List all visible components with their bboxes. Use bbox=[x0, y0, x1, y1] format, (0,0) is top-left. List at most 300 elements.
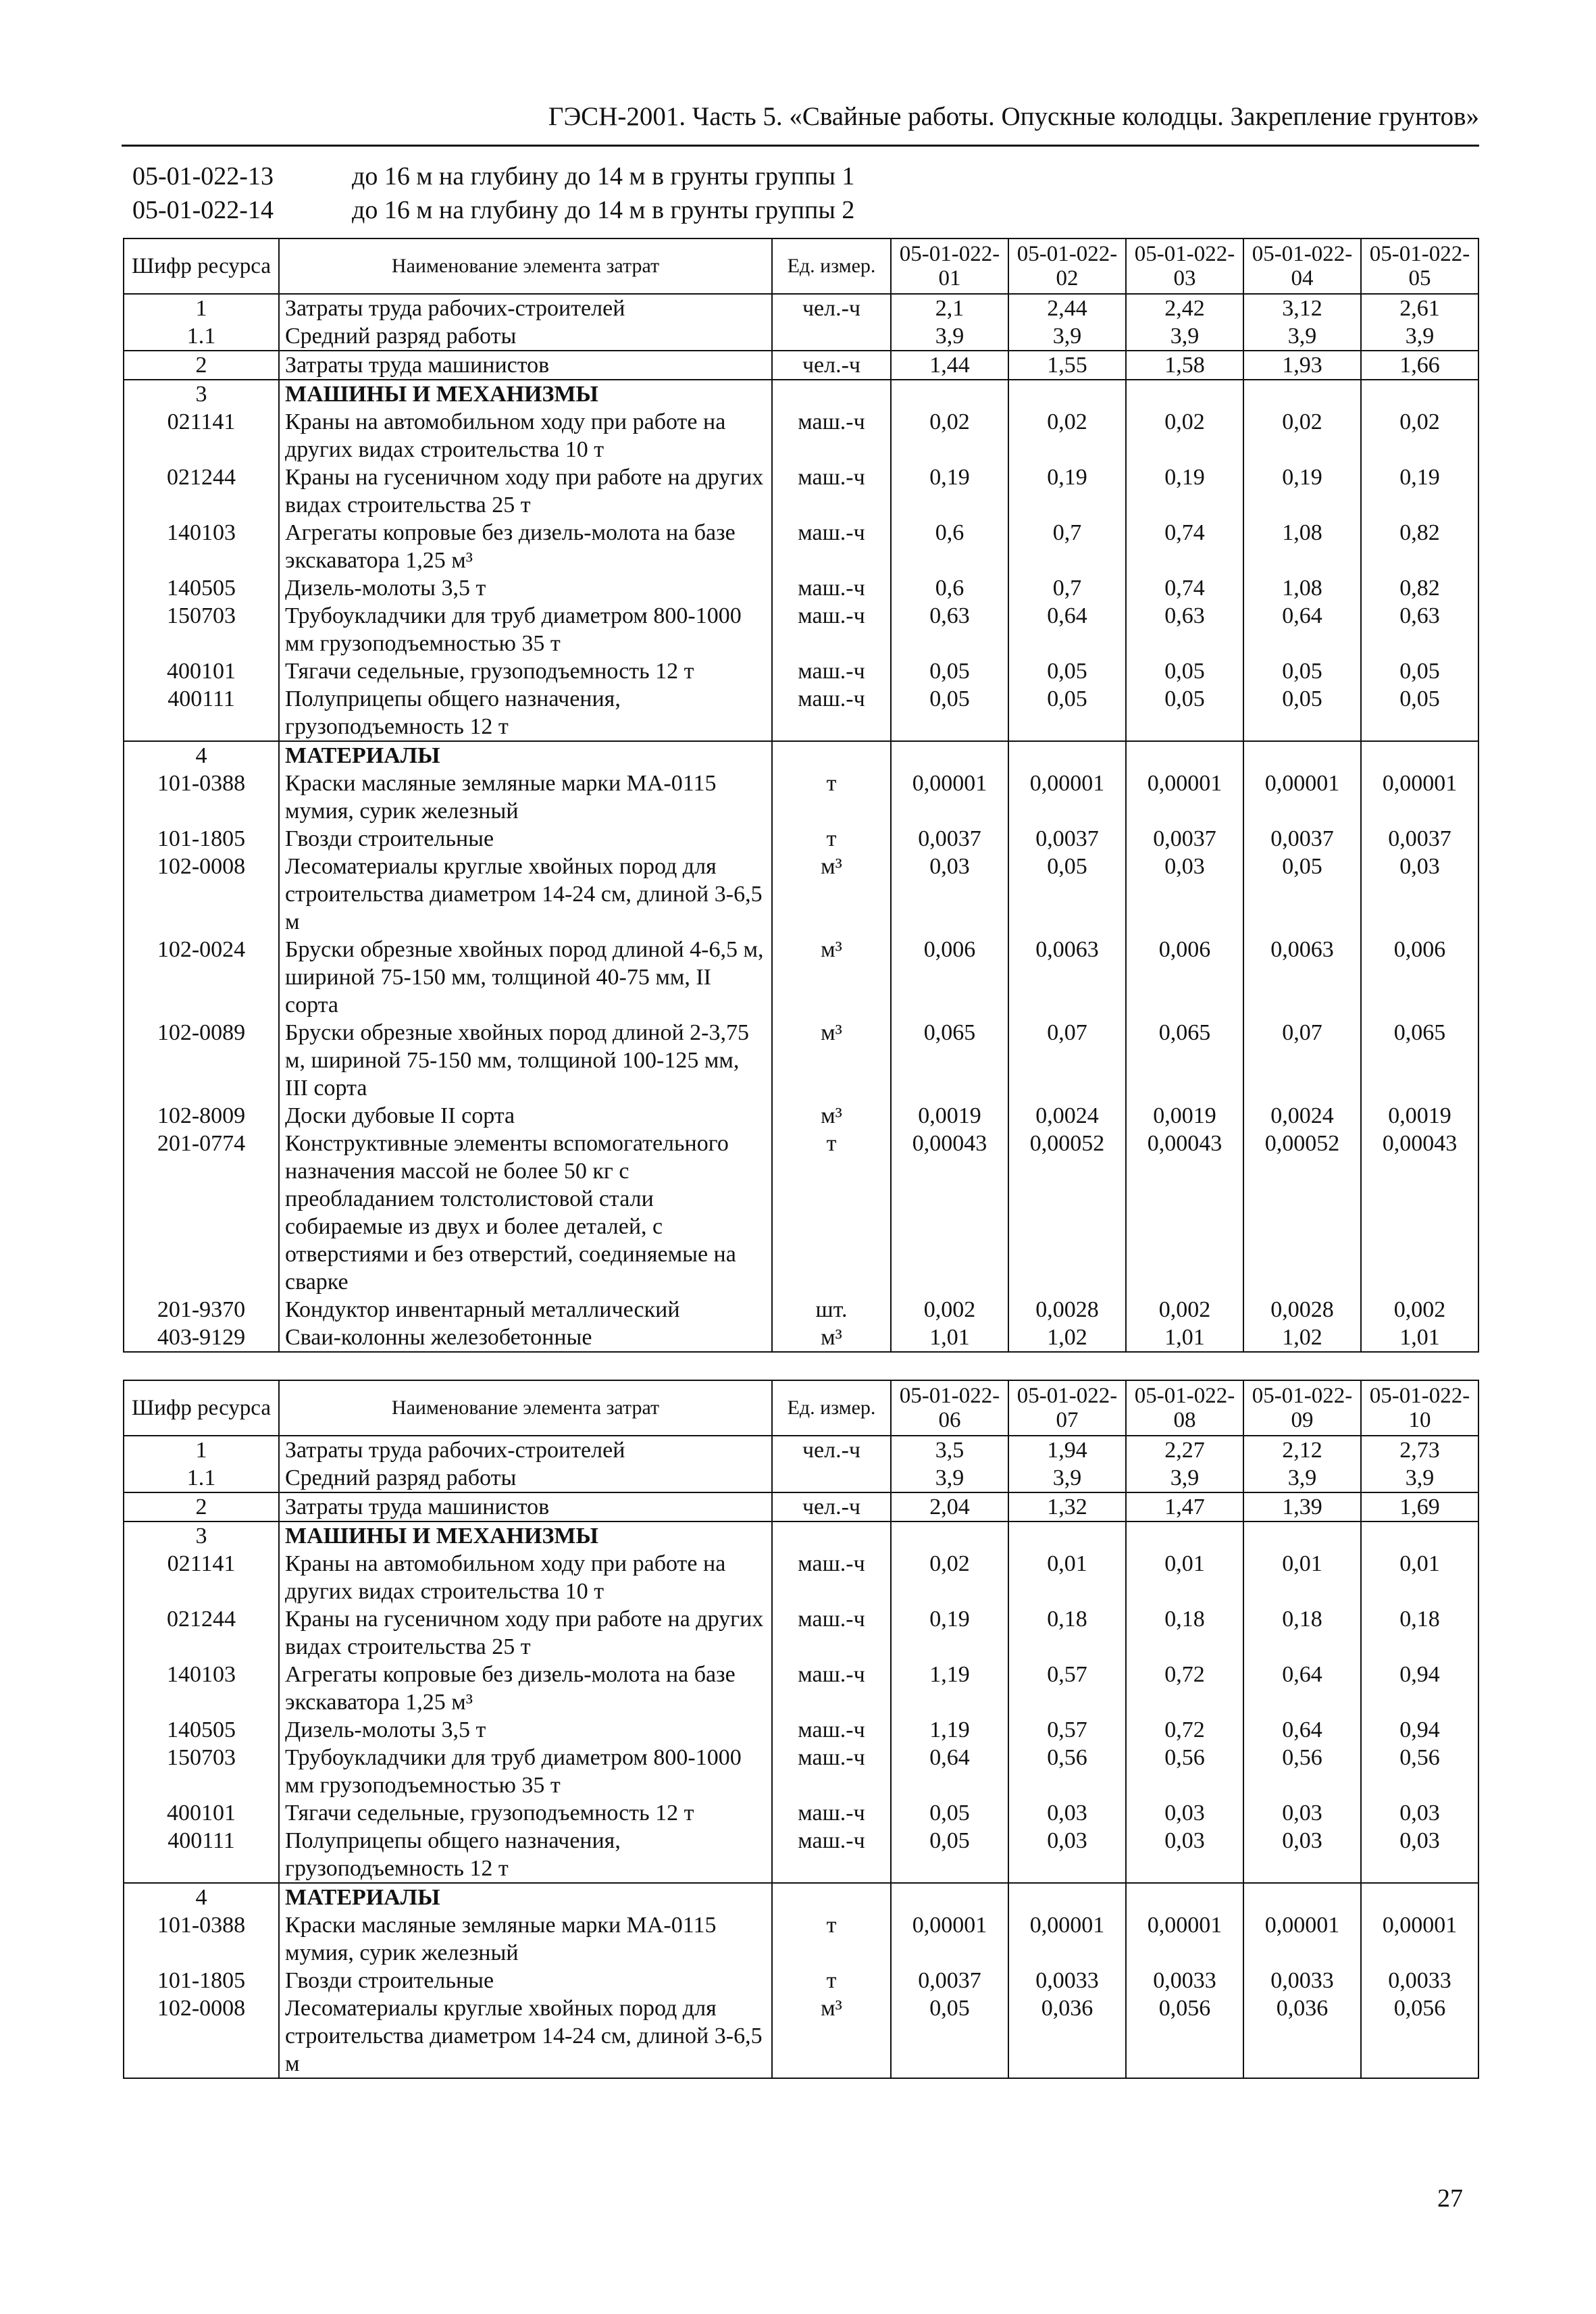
resource-name-cell: Агрегаты копровые без дизель-молота на базе экскаватора 1,25 м³ bbox=[279, 1661, 772, 1716]
value-cell: 0,00001 bbox=[1008, 770, 1126, 825]
value-cell: 0,03 bbox=[1126, 1827, 1243, 1883]
value-cell: 0,03 bbox=[1008, 1799, 1126, 1827]
header-column-code: 05-01-022-03 bbox=[1126, 238, 1243, 294]
unit-cell bbox=[772, 322, 891, 351]
resource-name-cell: Средний разряд работы bbox=[279, 1464, 772, 1492]
resource-code-cell: 021244 bbox=[124, 463, 279, 519]
table-row bbox=[124, 1883, 1478, 1911]
value-cell bbox=[1243, 380, 1361, 408]
table-row bbox=[124, 1661, 1478, 1716]
value-cell: 2,1 bbox=[891, 294, 1008, 322]
resource-name-cell: МАТЕРИАЛЫ bbox=[279, 1883, 772, 1911]
value-cell: 0,002 bbox=[1126, 1296, 1243, 1324]
resource-code-cell: 021141 bbox=[124, 408, 279, 463]
value-cell: 0,57 bbox=[1008, 1716, 1126, 1744]
value-cell bbox=[891, 1521, 1008, 1550]
resource-table-2 bbox=[123, 1380, 1479, 2079]
value-cell: 0,01 bbox=[1008, 1550, 1126, 1605]
value-cell: 0,03 bbox=[891, 853, 1008, 936]
value-cell: 1,66 bbox=[1361, 351, 1478, 380]
value-cell: 1,02 bbox=[1008, 1324, 1126, 1352]
table-row bbox=[124, 602, 1478, 657]
value-cell bbox=[1361, 1883, 1478, 1911]
resource-name-cell: Лесоматериалы круглые хвойных пород для строительства диаметром 14-24 см, длиной 3-6,5 м bbox=[279, 1994, 772, 2078]
resource-code-cell: 140505 bbox=[124, 1716, 279, 1744]
value-cell bbox=[1126, 1883, 1243, 1911]
value-cell: 0,74 bbox=[1126, 519, 1243, 574]
value-cell: 2,73 bbox=[1361, 1436, 1478, 1464]
unit-cell: м³ bbox=[772, 853, 891, 936]
value-cell: 0,02 bbox=[1243, 408, 1361, 463]
unit-cell: чел.-ч bbox=[772, 1492, 891, 1521]
value-cell: 0,00001 bbox=[1126, 770, 1243, 825]
table-row bbox=[124, 1296, 1478, 1324]
value-cell bbox=[891, 741, 1008, 770]
resource-name-cell: МАТЕРИАЛЫ bbox=[279, 741, 772, 770]
value-cell: 0,00001 bbox=[1126, 1911, 1243, 1967]
value-cell: 0,00001 bbox=[891, 770, 1008, 825]
unit-cell: чел.-ч bbox=[772, 1436, 891, 1464]
value-cell: 0,94 bbox=[1361, 1661, 1478, 1716]
value-cell: 0,00001 bbox=[1361, 1911, 1478, 1967]
unit-cell: т bbox=[772, 1911, 891, 1967]
value-cell: 0,82 bbox=[1361, 519, 1478, 574]
resource-name-cell: Лесоматериалы круглые хвойных пород для строительства диаметром 14-24 см, длиной 3-6,5 м bbox=[279, 853, 772, 936]
resource-name-cell: Сваи-колонны железобетонные bbox=[279, 1324, 772, 1352]
table-row bbox=[124, 1130, 1478, 1296]
table-row bbox=[124, 657, 1478, 685]
resource-code-cell: 1.1 bbox=[124, 1464, 279, 1492]
value-cell: 0,02 bbox=[1008, 408, 1126, 463]
value-cell: 0,05 bbox=[1126, 685, 1243, 741]
unit-cell: м³ bbox=[772, 1102, 891, 1130]
value-cell: 3,9 bbox=[1008, 1464, 1126, 1492]
table-row bbox=[124, 936, 1478, 1019]
resource-name-cell: Дизель-молоты 3,5 т bbox=[279, 574, 772, 602]
value-cell: 0,63 bbox=[891, 602, 1008, 657]
value-cell: 0,6 bbox=[891, 519, 1008, 574]
unit-cell: т bbox=[772, 770, 891, 825]
value-cell: 0,002 bbox=[891, 1296, 1008, 1324]
value-cell: 0,01 bbox=[1126, 1550, 1243, 1605]
resource-code-cell: 4 bbox=[124, 741, 279, 770]
value-cell: 0,02 bbox=[1126, 408, 1243, 463]
resource-code-cell: 101-1805 bbox=[124, 1967, 279, 1994]
value-cell: 0,05 bbox=[1008, 685, 1126, 741]
value-cell: 0,00001 bbox=[1008, 1911, 1126, 1967]
table-row bbox=[124, 1436, 1478, 1464]
value-cell: 0,72 bbox=[1126, 1661, 1243, 1716]
resource-code-cell: 101-0388 bbox=[124, 770, 279, 825]
resource-name-cell: Гвозди строительные bbox=[279, 825, 772, 853]
norm-code-row bbox=[132, 193, 854, 227]
value-cell: 0,0033 bbox=[1361, 1967, 1478, 1994]
unit-cell: маш.-ч bbox=[772, 1827, 891, 1883]
value-cell: 0,0037 bbox=[1126, 825, 1243, 853]
value-cell: 0,19 bbox=[891, 1605, 1008, 1661]
header-column-code: 05-01-022-10 bbox=[1361, 1380, 1478, 1436]
table-row bbox=[124, 463, 1478, 519]
value-cell: 0,02 bbox=[891, 1550, 1008, 1605]
resource-name-cell: Конструктивные элементы вспомогательного назначения массой не более 50 кг с преобладанием толстолистовой стали собираемые из двух и более деталей, с отверстиями и без отверстий, соединяемые на сварке bbox=[279, 1130, 772, 1296]
value-cell: 3,9 bbox=[891, 322, 1008, 351]
value-cell: 0,7 bbox=[1008, 519, 1126, 574]
table-row bbox=[124, 1967, 1478, 1994]
value-cell: 0,00001 bbox=[1361, 770, 1478, 825]
table-row bbox=[124, 1492, 1478, 1521]
value-cell: 0,18 bbox=[1243, 1605, 1361, 1661]
resource-code-cell: 102-0008 bbox=[124, 853, 279, 936]
unit-cell: маш.-ч bbox=[772, 602, 891, 657]
value-cell: 0,006 bbox=[891, 936, 1008, 1019]
value-cell: 0,03 bbox=[1361, 853, 1478, 936]
header-code: Шифр ресурса bbox=[124, 1380, 279, 1436]
header-column-code: 05-01-022-08 bbox=[1126, 1380, 1243, 1436]
value-cell: 1,44 bbox=[891, 351, 1008, 380]
resource-table-1 bbox=[123, 238, 1479, 1353]
table-header-row bbox=[124, 1380, 1478, 1436]
value-cell: 0,00052 bbox=[1243, 1130, 1361, 1296]
value-cell: 1,94 bbox=[1008, 1436, 1126, 1464]
value-cell: 0,05 bbox=[891, 1827, 1008, 1883]
resource-code-cell: 400111 bbox=[124, 1827, 279, 1883]
norm-code: 05-01-022-13 bbox=[132, 162, 274, 191]
resource-code-cell: 101-0388 bbox=[124, 1911, 279, 1967]
value-cell: 0,18 bbox=[1361, 1605, 1478, 1661]
value-cell: 0,57 bbox=[1008, 1661, 1126, 1716]
resource-name-cell: Кондуктор инвентарный металлический bbox=[279, 1296, 772, 1324]
value-cell: 2,12 bbox=[1243, 1436, 1361, 1464]
value-cell: 0,00001 bbox=[891, 1911, 1008, 1967]
value-cell: 0,19 bbox=[1243, 463, 1361, 519]
resource-name-cell: Тягачи седельные, грузоподъемность 12 т bbox=[279, 1799, 772, 1827]
value-cell: 0,64 bbox=[1008, 602, 1126, 657]
value-cell: 0,00043 bbox=[1361, 1130, 1478, 1296]
norm-code-description: до 16 м на глубину до 14 м в грунты группы 1 bbox=[352, 162, 855, 191]
value-cell: 0,82 bbox=[1361, 574, 1478, 602]
value-cell: 0,056 bbox=[1126, 1994, 1243, 2078]
unit-cell: маш.-ч bbox=[772, 685, 891, 741]
resource-code-cell: 400101 bbox=[124, 1799, 279, 1827]
value-cell: 0,07 bbox=[1243, 1019, 1361, 1102]
value-cell: 0,56 bbox=[1243, 1744, 1361, 1799]
value-cell: 0,0028 bbox=[1243, 1296, 1361, 1324]
value-cell: 0,006 bbox=[1126, 936, 1243, 1019]
value-cell: 0,00052 bbox=[1008, 1130, 1126, 1296]
unit-cell: маш.-ч bbox=[772, 1744, 891, 1799]
resource-code-cell: 150703 bbox=[124, 602, 279, 657]
unit-cell bbox=[772, 1464, 891, 1492]
table-row bbox=[124, 741, 1478, 770]
table-row bbox=[124, 1605, 1478, 1661]
value-cell: 0,74 bbox=[1126, 574, 1243, 602]
resource-name-cell: Краски масляные земляные марки МА-0115 мумия, сурик железный bbox=[279, 1911, 772, 1967]
value-cell bbox=[1008, 1883, 1126, 1911]
value-cell bbox=[891, 380, 1008, 408]
value-cell: 0,63 bbox=[1126, 602, 1243, 657]
header-rule bbox=[122, 145, 1479, 147]
value-cell: 0,0019 bbox=[1361, 1102, 1478, 1130]
value-cell: 0,18 bbox=[1008, 1605, 1126, 1661]
value-cell: 1,19 bbox=[891, 1661, 1008, 1716]
resource-code-cell: 021244 bbox=[124, 1605, 279, 1661]
table-row bbox=[124, 408, 1478, 463]
unit-cell bbox=[772, 380, 891, 408]
value-cell bbox=[1126, 1521, 1243, 1550]
resource-code-cell: 201-0774 bbox=[124, 1130, 279, 1296]
resource-code-cell: 021141 bbox=[124, 1550, 279, 1605]
value-cell: 0,0033 bbox=[1126, 1967, 1243, 1994]
resource-name-cell: Агрегаты копровые без дизель-молота на базе экскаватора 1,25 м³ bbox=[279, 519, 772, 574]
value-cell: 0,0037 bbox=[1243, 825, 1361, 853]
value-cell bbox=[1126, 741, 1243, 770]
resource-code-cell: 102-0008 bbox=[124, 1994, 279, 2078]
resource-name-cell: Краны на гусеничном ходу при работе на других видах строительства 25 т bbox=[279, 463, 772, 519]
value-cell: 0,05 bbox=[1361, 685, 1478, 741]
value-cell: 0,0037 bbox=[1361, 825, 1478, 853]
value-cell bbox=[1243, 1521, 1361, 1550]
value-cell: 0,18 bbox=[1126, 1605, 1243, 1661]
value-cell: 1,08 bbox=[1243, 519, 1361, 574]
header-column-code: 05-01-022-04 bbox=[1243, 238, 1361, 294]
value-cell: 0,05 bbox=[891, 685, 1008, 741]
value-cell: 3,9 bbox=[1126, 322, 1243, 351]
unit-cell: маш.-ч bbox=[772, 1605, 891, 1661]
value-cell: 0,0033 bbox=[1243, 1967, 1361, 1994]
value-cell: 0,01 bbox=[1361, 1550, 1478, 1605]
unit-cell: т bbox=[772, 1130, 891, 1296]
unit-cell: м³ bbox=[772, 936, 891, 1019]
value-cell: 0,0024 bbox=[1243, 1102, 1361, 1130]
resource-name-cell: Затраты труда машинистов bbox=[279, 1492, 772, 1521]
resource-code-cell: 4 bbox=[124, 1883, 279, 1911]
value-cell: 0,002 bbox=[1361, 1296, 1478, 1324]
table-row bbox=[124, 1521, 1478, 1550]
value-cell: 0,00043 bbox=[891, 1130, 1008, 1296]
value-cell: 0,036 bbox=[1008, 1994, 1126, 2078]
value-cell: 0,19 bbox=[1008, 463, 1126, 519]
value-cell: 0,0024 bbox=[1008, 1102, 1126, 1130]
resource-code-cell: 102-0089 bbox=[124, 1019, 279, 1102]
resource-name-cell: Гвозди строительные bbox=[279, 1967, 772, 1994]
table-row bbox=[124, 1744, 1478, 1799]
resource-code-cell: 102-0024 bbox=[124, 936, 279, 1019]
value-cell: 3,9 bbox=[891, 1464, 1008, 1492]
table-row bbox=[124, 1102, 1478, 1130]
value-cell: 0,0037 bbox=[891, 1967, 1008, 1994]
table-row bbox=[124, 1799, 1478, 1827]
header-column-code: 05-01-022-07 bbox=[1008, 1380, 1126, 1436]
value-cell: 1,39 bbox=[1243, 1492, 1361, 1521]
value-cell: 1,01 bbox=[1126, 1324, 1243, 1352]
value-cell: 0,64 bbox=[891, 1744, 1008, 1799]
value-cell: 0,56 bbox=[1008, 1744, 1126, 1799]
unit-cell: чел.-ч bbox=[772, 294, 891, 322]
resource-name-cell: Краны на автомобильном ходу при работе на других видах строительства 10 т bbox=[279, 408, 772, 463]
value-cell: 0,03 bbox=[1361, 1827, 1478, 1883]
value-cell: 0,02 bbox=[1361, 408, 1478, 463]
value-cell: 3,9 bbox=[1361, 322, 1478, 351]
resource-name-cell: Бруски обрезные хвойных пород длиной 2-3,75 м, шириной 75-150 мм, толщиной 100-125 мм, III сорта bbox=[279, 1019, 772, 1102]
unit-cell: маш.-ч bbox=[772, 1716, 891, 1744]
resource-name-cell: МАШИНЫ И МЕХАНИЗМЫ bbox=[279, 380, 772, 408]
value-cell: 0,056 bbox=[1361, 1994, 1478, 2078]
value-cell: 1,19 bbox=[891, 1716, 1008, 1744]
resource-name-cell: Дизель-молоты 3,5 т bbox=[279, 1716, 772, 1744]
value-cell: 0,065 bbox=[1126, 1019, 1243, 1102]
resource-name-cell: Бруски обрезные хвойных пород длиной 4-6,5 м, шириной 75-150 мм, толщиной 40-75 мм, II сорта bbox=[279, 936, 772, 1019]
value-cell: 0,05 bbox=[1243, 657, 1361, 685]
value-cell: 0,64 bbox=[1243, 1716, 1361, 1744]
table-row bbox=[124, 770, 1478, 825]
norm-code: 05-01-022-14 bbox=[132, 196, 274, 224]
table-row bbox=[124, 1464, 1478, 1492]
table-row bbox=[124, 1019, 1478, 1102]
value-cell: 2,42 bbox=[1126, 294, 1243, 322]
resource-code-cell: 1 bbox=[124, 1436, 279, 1464]
value-cell bbox=[891, 1883, 1008, 1911]
value-cell: 1,55 bbox=[1008, 351, 1126, 380]
value-cell: 0,64 bbox=[1243, 1661, 1361, 1716]
resource-code-cell: 140103 bbox=[124, 1661, 279, 1716]
value-cell: 1,69 bbox=[1361, 1492, 1478, 1521]
value-cell: 0,56 bbox=[1126, 1744, 1243, 1799]
value-cell: 0,03 bbox=[1361, 1799, 1478, 1827]
table-row bbox=[124, 380, 1478, 408]
table-row bbox=[124, 519, 1478, 574]
header-code: Шифр ресурса bbox=[124, 238, 279, 294]
unit-cell: маш.-ч bbox=[772, 1661, 891, 1716]
resource-code-cell: 201-9370 bbox=[124, 1296, 279, 1324]
value-cell: 3,5 bbox=[891, 1436, 1008, 1464]
value-cell: 3,9 bbox=[1361, 1464, 1478, 1492]
resource-name-cell: Затраты труда рабочих-строителей bbox=[279, 1436, 772, 1464]
value-cell: 0,0037 bbox=[1008, 825, 1126, 853]
value-cell: 0,05 bbox=[891, 1994, 1008, 2078]
value-cell: 1,93 bbox=[1243, 351, 1361, 380]
value-cell: 0,05 bbox=[1126, 657, 1243, 685]
value-cell: 0,0019 bbox=[1126, 1102, 1243, 1130]
unit-cell: т bbox=[772, 825, 891, 853]
unit-cell: маш.-ч bbox=[772, 1550, 891, 1605]
resource-name-cell: Краски масляные земляные марки МА-0115 мумия, сурик железный bbox=[279, 770, 772, 825]
header-column-code: 05-01-022-05 bbox=[1361, 238, 1478, 294]
resource-code-cell: 400101 bbox=[124, 657, 279, 685]
resource-code-cell: 403-9129 bbox=[124, 1324, 279, 1352]
value-cell: 0,0019 bbox=[891, 1102, 1008, 1130]
header-column-code: 05-01-022-06 bbox=[891, 1380, 1008, 1436]
unit-cell: маш.-ч bbox=[772, 463, 891, 519]
unit-cell: чел.-ч bbox=[772, 351, 891, 380]
resource-code-cell: 2 bbox=[124, 1492, 279, 1521]
unit-cell bbox=[772, 741, 891, 770]
resource-code-cell: 1 bbox=[124, 294, 279, 322]
value-cell: 0,07 bbox=[1008, 1019, 1126, 1102]
value-cell: 0,19 bbox=[1126, 463, 1243, 519]
value-cell: 1,47 bbox=[1126, 1492, 1243, 1521]
table-row bbox=[124, 1550, 1478, 1605]
value-cell bbox=[1008, 1521, 1126, 1550]
value-cell: 2,44 bbox=[1008, 294, 1126, 322]
value-cell: 0,03 bbox=[1126, 1799, 1243, 1827]
value-cell: 3,9 bbox=[1243, 1464, 1361, 1492]
table-row bbox=[124, 685, 1478, 741]
value-cell: 0,63 bbox=[1361, 602, 1478, 657]
table-row bbox=[124, 1324, 1478, 1352]
resource-code-cell: 3 bbox=[124, 380, 279, 408]
value-cell: 2,27 bbox=[1126, 1436, 1243, 1464]
resource-name-cell: Тягачи седельные, грузоподъемность 12 т bbox=[279, 657, 772, 685]
unit-cell bbox=[772, 1521, 891, 1550]
value-cell: 2,04 bbox=[891, 1492, 1008, 1521]
value-cell: 0,94 bbox=[1361, 1716, 1478, 1744]
header-column-code: 05-01-022-09 bbox=[1243, 1380, 1361, 1436]
value-cell: 0,036 bbox=[1243, 1994, 1361, 2078]
value-cell: 3,9 bbox=[1126, 1464, 1243, 1492]
resource-code-cell: 400111 bbox=[124, 685, 279, 741]
value-cell: 0,03 bbox=[1243, 1799, 1361, 1827]
resource-name-cell: Средний разряд работы bbox=[279, 322, 772, 351]
table-row bbox=[124, 322, 1478, 351]
running-header: ГЭСН-2001. Часть 5. «Свайные работы. Опускные колодцы. Закрепление грунтов» bbox=[548, 102, 1479, 131]
value-cell: 1,02 bbox=[1243, 1324, 1361, 1352]
value-cell: 0,0037 bbox=[891, 825, 1008, 853]
unit-cell bbox=[772, 1883, 891, 1911]
value-cell: 0,0033 bbox=[1008, 1967, 1126, 1994]
resource-code-cell: 102-8009 bbox=[124, 1102, 279, 1130]
value-cell: 0,56 bbox=[1361, 1744, 1478, 1799]
value-cell: 0,03 bbox=[1126, 853, 1243, 936]
resource-name-cell: Краны на гусеничном ходу при работе на других видах строительства 25 т bbox=[279, 1605, 772, 1661]
value-cell: 0,19 bbox=[1361, 463, 1478, 519]
value-cell bbox=[1008, 380, 1126, 408]
value-cell: 3,9 bbox=[1008, 322, 1126, 351]
resource-name-cell: Полуприцепы общего назначения, грузоподъемность 12 т bbox=[279, 1827, 772, 1883]
norm-code-description: до 16 м на глубину до 14 м в грунты группы 2 bbox=[352, 196, 855, 224]
value-cell: 0,0063 bbox=[1008, 936, 1126, 1019]
value-cell bbox=[1243, 1883, 1361, 1911]
value-cell: 0,00001 bbox=[1243, 1911, 1361, 1967]
resource-name-cell: Трубоукладчики для труб диаметром 800-1000 мм грузоподъемностью 35 т bbox=[279, 602, 772, 657]
unit-cell: м³ bbox=[772, 1324, 891, 1352]
value-cell: 0,72 bbox=[1126, 1716, 1243, 1744]
value-cell: 0,03 bbox=[1008, 1827, 1126, 1883]
norm-code-row bbox=[132, 159, 854, 193]
value-cell: 0,006 bbox=[1361, 936, 1478, 1019]
resource-name-cell: Трубоукладчики для труб диаметром 800-1000 мм грузоподъемностью 35 т bbox=[279, 1744, 772, 1799]
value-cell: 0,01 bbox=[1243, 1550, 1361, 1605]
value-cell: 1,58 bbox=[1126, 351, 1243, 380]
value-cell: 0,0028 bbox=[1008, 1296, 1126, 1324]
value-cell: 0,05 bbox=[891, 657, 1008, 685]
value-cell: 0,64 bbox=[1243, 602, 1361, 657]
resource-code-cell: 140505 bbox=[124, 574, 279, 602]
resource-code-cell: 3 bbox=[124, 1521, 279, 1550]
table-header-row bbox=[124, 238, 1478, 294]
unit-cell: маш.-ч bbox=[772, 1799, 891, 1827]
value-cell bbox=[1126, 380, 1243, 408]
table-row bbox=[124, 1827, 1478, 1883]
resource-name-cell: Полуприцепы общего назначения, грузоподъемность 12 т bbox=[279, 685, 772, 741]
value-cell bbox=[1361, 1521, 1478, 1550]
unit-cell: маш.-ч bbox=[772, 408, 891, 463]
value-cell: 0,065 bbox=[1361, 1019, 1478, 1102]
unit-cell: шт. bbox=[772, 1296, 891, 1324]
unit-cell: м³ bbox=[772, 1994, 891, 2078]
value-cell: 1,32 bbox=[1008, 1492, 1126, 1521]
value-cell: 0,05 bbox=[1361, 657, 1478, 685]
value-cell: 0,065 bbox=[891, 1019, 1008, 1102]
